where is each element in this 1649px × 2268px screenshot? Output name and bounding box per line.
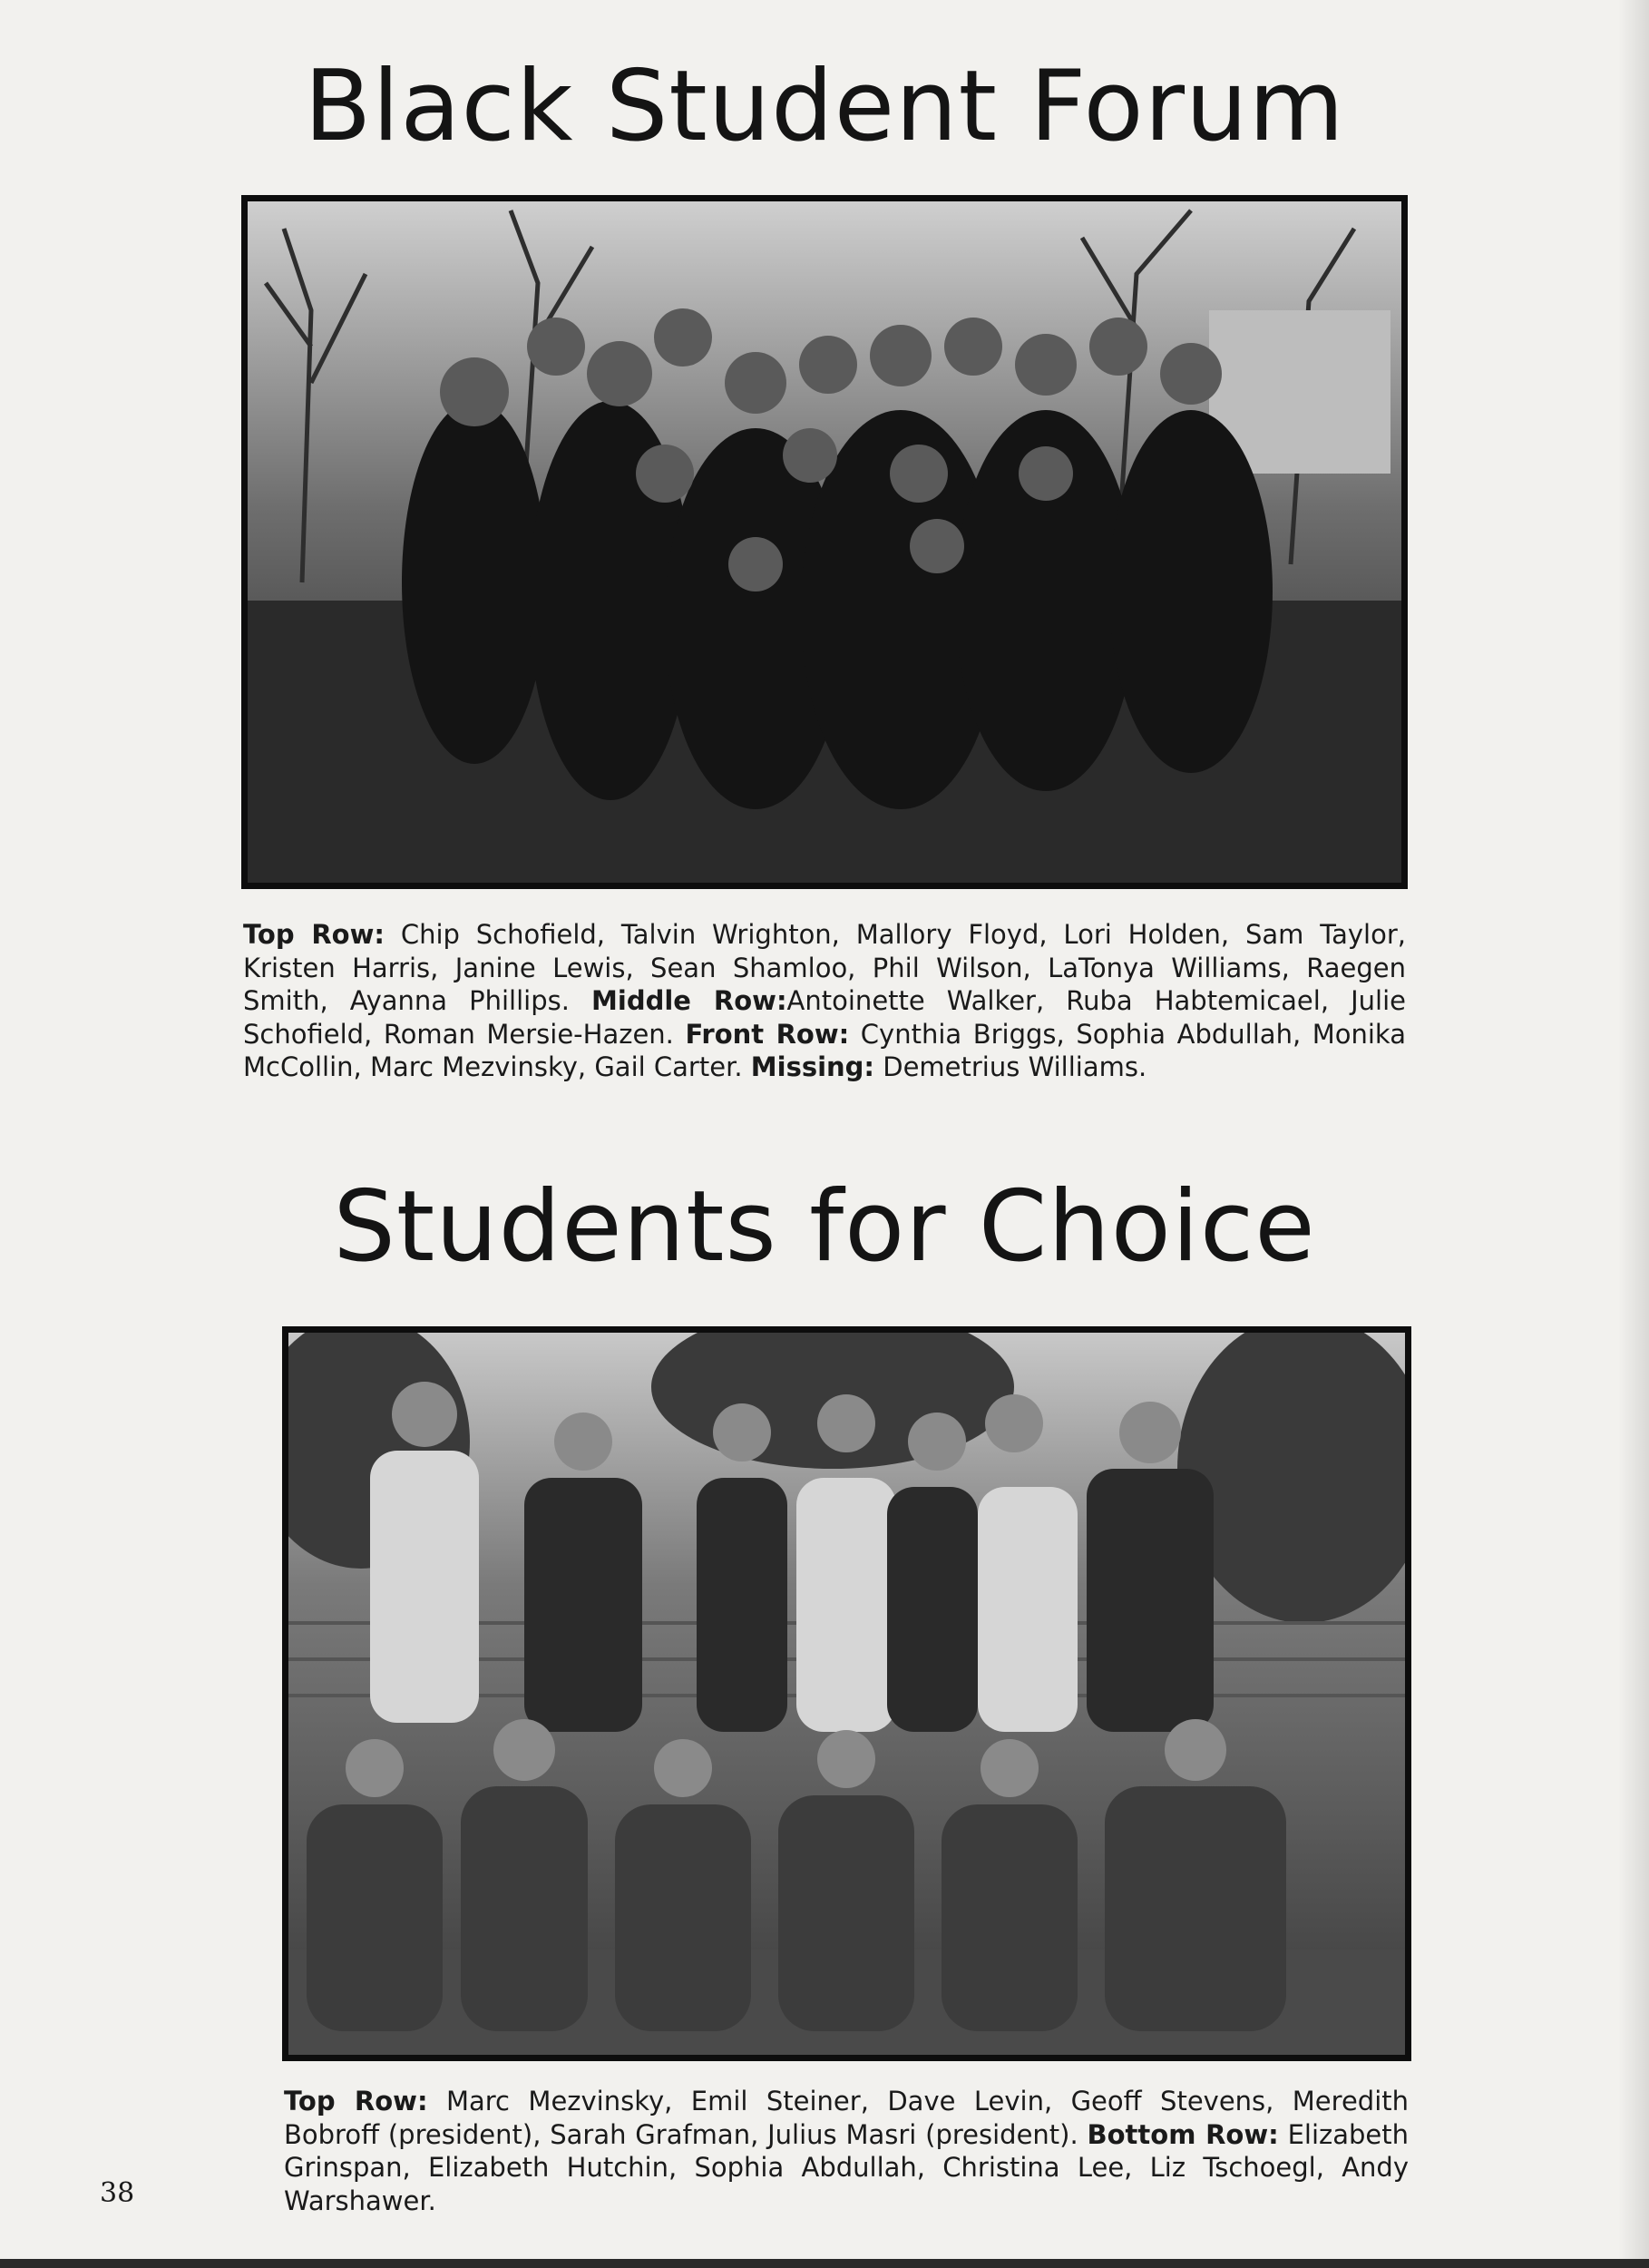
caption-row-names: Cynthia Briggs, Sophia Abdullah, Monika McCollin, Marc Mezvinsky, Gail Carter. xyxy=(243,1018,1406,1082)
page-number: 38 xyxy=(100,2177,135,2209)
black-student-forum-caption xyxy=(243,918,1406,1084)
caption-row-label: Bottom Row: xyxy=(1087,2118,1279,2150)
caption-row-label: Missing: xyxy=(750,1051,875,1082)
caption-row-names: Elizabeth Grinspan, Elizabeth Hutchin, Sophia Abdullah, Christina Lee, Liz Tschoegl, Andy Warshawer. xyxy=(284,2118,1409,2216)
scan-bottom-edge xyxy=(0,2259,1649,2268)
caption-row-label: Top Row: xyxy=(284,2086,428,2116)
caption-row-names: Demetrius Williams. xyxy=(874,1051,1147,1082)
caption-row-label: Middle Row: xyxy=(591,985,787,1016)
caption-row-names: Antoinette Walker, Ruba Habtemicael, Julie Schofield, Roman Mersie-Hazen. xyxy=(243,985,1406,1050)
group-photo-icon xyxy=(248,201,1401,883)
section-title-students-for-choice: Students for Choice xyxy=(333,1170,1316,1284)
caption-row-names: Marc Mezvinsky, Emil Steiner, Dave Levin, Geoff Stevens, Meredith Bobroff (president), Sarah Grafman, Julius Masri (president). xyxy=(284,2086,1409,2150)
caption-row-names: Chip Schofield, Talvin Wrighton, Mallory Floyd, Lori Holden, Sam Taylor, Kristen Harris, Janine Lewis, Sean Shamloo, Phil Wilson, LaTonya Williams, Raegen Smith, Ayanna Phillips. xyxy=(243,919,1407,1016)
section-title-black-student-forum: Black Student Forum xyxy=(304,50,1345,163)
group-photo-icon xyxy=(288,1333,1405,2055)
students-for-choice-caption xyxy=(284,2085,1409,2217)
students-for-choice-photo xyxy=(282,1326,1411,2061)
page-edge-shadow xyxy=(1618,0,1649,2268)
caption-row-label: Top Row: xyxy=(243,919,385,950)
black-student-forum-photo xyxy=(241,195,1408,889)
caption-row-label: Front Row: xyxy=(685,1018,850,1050)
